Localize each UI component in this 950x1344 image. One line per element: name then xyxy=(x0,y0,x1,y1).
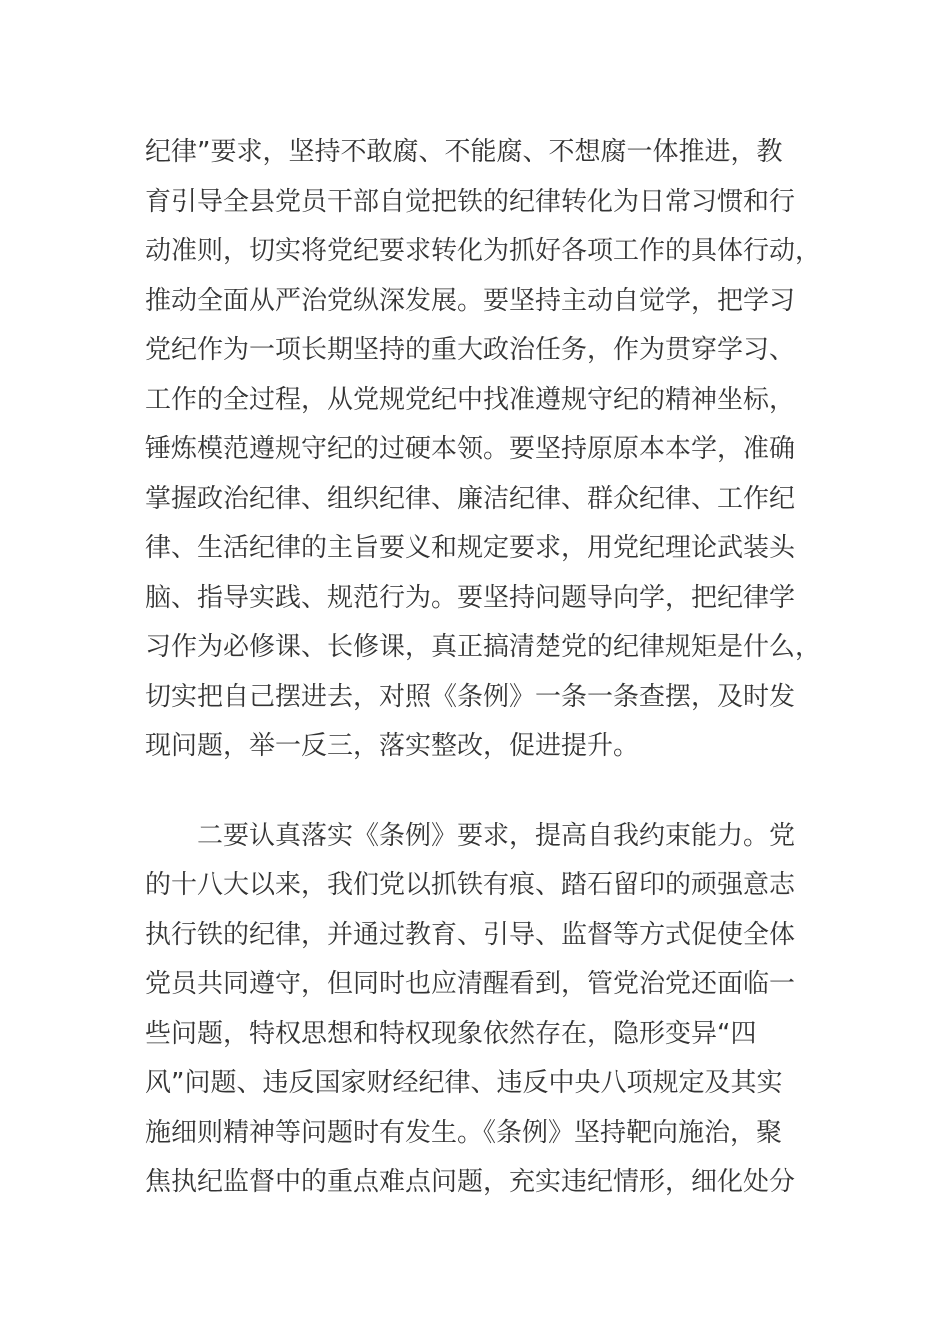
paragraph-1 xyxy=(145,128,822,772)
text-line: 焦执纪监督中的重点难点问题，充实违纪情形，细化处分 xyxy=(145,1167,796,1197)
text-line: 脑、指导实践、规范行为。要坚持问题导向学，把纪律学 xyxy=(145,582,796,613)
text-line: 律、生活纪律的主旨要义和规定要求，用党纪理论武装头 xyxy=(145,533,796,563)
text-line: 现问题，举一反三，落实整改，促进提升。 xyxy=(145,731,640,761)
text-line: 的十八大以来，我们党以抓铁有痕、踏石留印的顽强意志 xyxy=(145,870,796,900)
text-line: 育引导全县党员干部自觉把铁的纪律转化为日常习惯和行 xyxy=(145,186,796,217)
text-line: 执行铁的纪律，并通过教育、引导、监督等方式促使全体 xyxy=(145,919,796,950)
text-line: 锤炼模范遵规守纪的过硬本领。要坚持原原本本学，准确 xyxy=(145,434,796,464)
text-line: 党员共同遵守，但同时也应清醒看到，管党治党还面临一 xyxy=(145,969,796,999)
paragraph-spacer xyxy=(145,772,810,812)
text-line: 风”问题、违反国家财经纪律、违反中央八项规定及其实 xyxy=(145,1068,783,1098)
text-line: 纪律”要求，坚持不敢腐、不能腐、不想腐一体推进，教 xyxy=(145,137,783,167)
text-line: 动准则，切实将党纪要求转化为抓好各项工作的具体行动， xyxy=(145,236,822,266)
text-line: 习作为必修课、长修课，真正搞清楚党的纪律规矩是什么， xyxy=(145,632,822,662)
document-body xyxy=(145,128,822,1208)
text-line: 掌握政治纪律、组织纪律、廉洁纪律、群众纪律、工作纪 xyxy=(145,483,796,514)
text-line: 切实把自己摆进去，对照《条例》一条一条查摆，及时发 xyxy=(145,681,796,712)
text-line: 工作的全过程，从党规党纪中找准遵规守纪的精神坐标， xyxy=(145,384,796,415)
text-line: 党纪作为一项长期坚持的重大政治任务，作为贯穿学习、 xyxy=(145,335,796,365)
paragraph-2 xyxy=(145,812,810,1208)
text-line: 推动全面从严治党纵深发展。要坚持主动自觉学，把学习 xyxy=(145,285,796,316)
text-line: 施细则精神等问题时有发生。《条例》坚持靶向施治，聚 xyxy=(145,1117,783,1148)
text-line: 些问题，特权思想和特权现象依然存在，隐形变异“四 xyxy=(145,1018,757,1049)
text-line: 二要认真落实《条例》要求，提高自我约束能力。党 xyxy=(145,820,796,851)
